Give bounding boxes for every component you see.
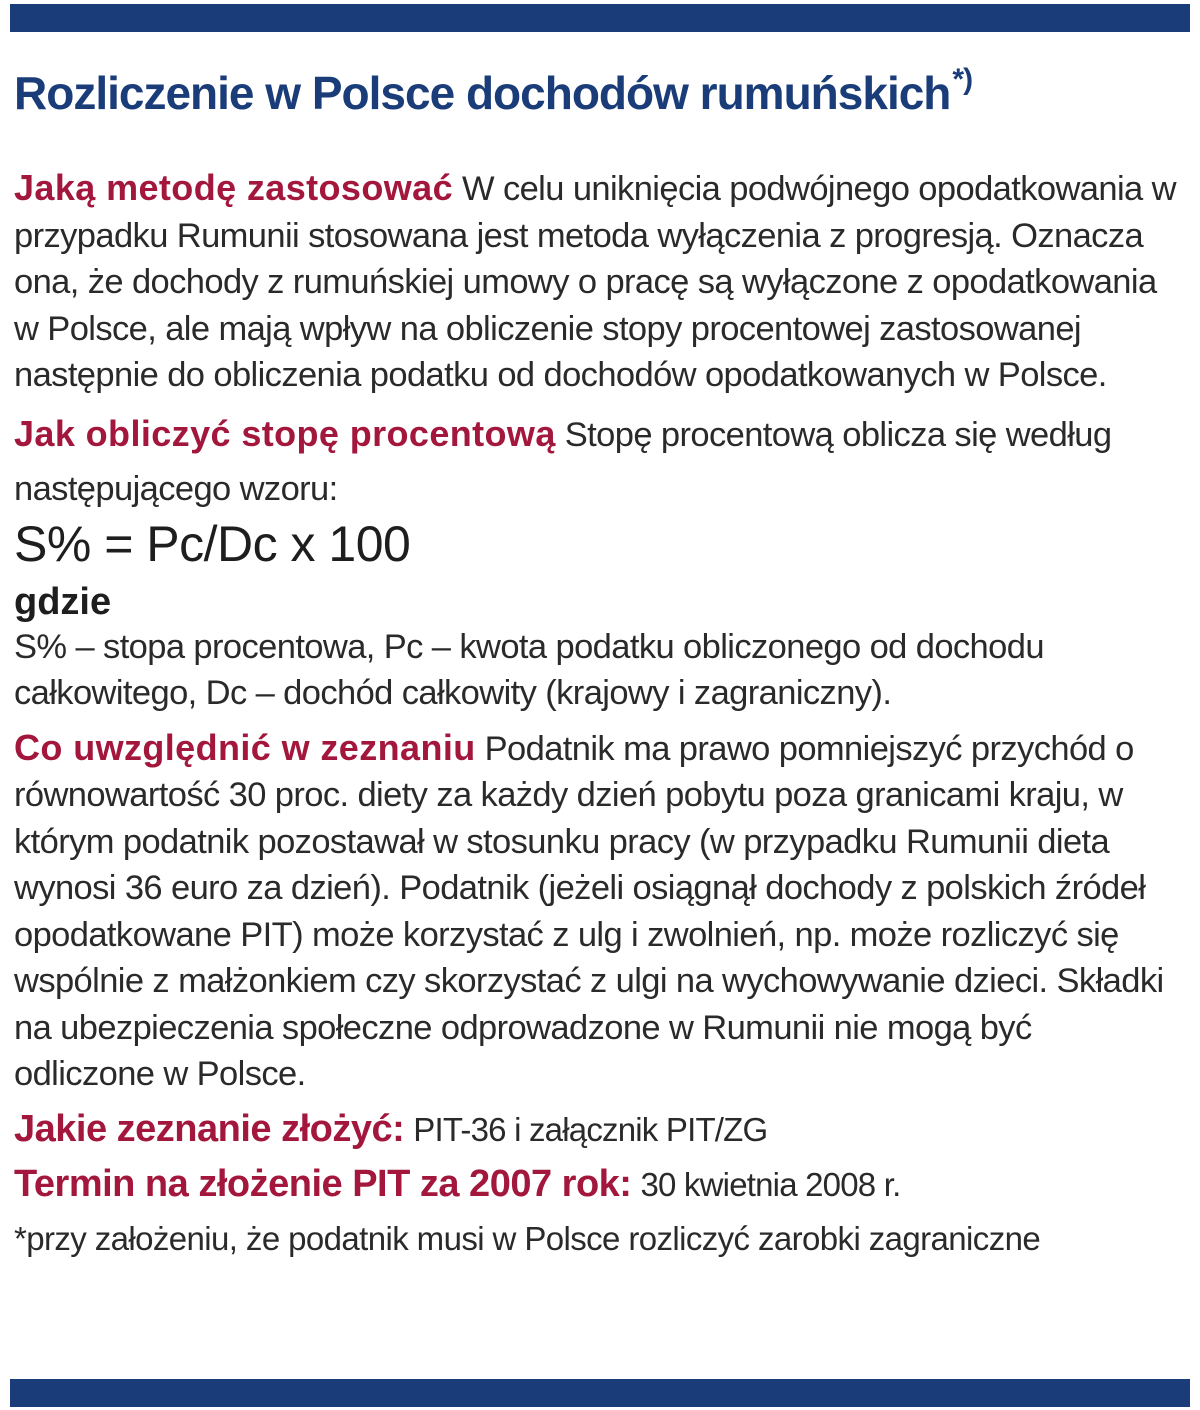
footnote: *przy założeniu, że podatnik musi w Polsce rozliczyć zarobki zagraniczne: [14, 1219, 1041, 1257]
rate-formula: S% = Pc/Dc x 100: [14, 515, 411, 572]
method-label: Jaką metodę zastosować: [14, 167, 453, 209]
formula-where-label: gdzie: [14, 580, 112, 623]
bottom-rule: [10, 1379, 1190, 1407]
deadline-label: Termin na złożenie PIT za 2007 rok:: [14, 1163, 632, 1206]
declaration-section: [14, 725, 1180, 1098]
rate-label: Jak obliczyć stopę procentową: [14, 412, 556, 454]
info-box: [14, 62, 1180, 1261]
method-text: W celu uniknięcia podwójnego opodatkowania w przypadku Rumunii stosowana jest metoda wyłączenia z progresją. Oznacza ona, że dochody z rumuńskiej umowy o pracę są wyłączone z opodatkowania w Polsce, ale mają wpływ na obliczenie stopy procentowej zastosowanej następnie do obliczenia podatku od dochodów opodatkowanych w Polsce.: [14, 170, 1176, 395]
method-section: [14, 165, 1180, 399]
top-rule: [10, 4, 1190, 32]
rate-section: [14, 407, 1180, 516]
rate-text: Stopę procentową oblicza się według następującego wzoru:: [14, 415, 1112, 508]
form-section: [14, 1106, 1180, 1154]
form-value: PIT-36 i załącznik PIT/ZG: [413, 1110, 768, 1148]
title-text: Rozliczenie w Polsce dochodów rumuńskich: [14, 67, 951, 119]
deadline-value: 30 kwietnia 2008 r.: [640, 1166, 901, 1204]
formula-legend: S% – stopa procentowa, Pc – kwota podatku obliczonego od dochodu całkowitego, Dc – dochód całkowity (krajowy i zagraniczny).: [14, 627, 1044, 713]
title-footnote-mark: *): [952, 63, 973, 96]
form-label: Jakie zeznanie złożyć:: [14, 1107, 405, 1150]
declaration-text: Podatnik ma prawo pomniejszyć przychód o równowartość 30 proc. diety za każdy dzień pobytu poza granicami kraju, w którym podatnik pozostawał w stosunku pracy (w przypadku Rumunii dieta wynosi 36 euro za dzień). Podatnik (jeżeli osiągnął dochody z polskich źródeł opodatkowane PIT) może korzystać z ulg i zwolnień, np. może rozliczyć się wspólnie z małżonkiem czy skorzystać z ulgi na wychowywanie dzieci. Składki na ubezpieczenia społeczne odprowadzone w Rumunii nie mogą być odliczone w Polsce.: [14, 729, 1164, 1094]
declaration-label: Co uwzględnić w zeznaniu: [14, 726, 476, 768]
page-title: [14, 62, 1180, 121]
deadline-section: [14, 1161, 1180, 1209]
